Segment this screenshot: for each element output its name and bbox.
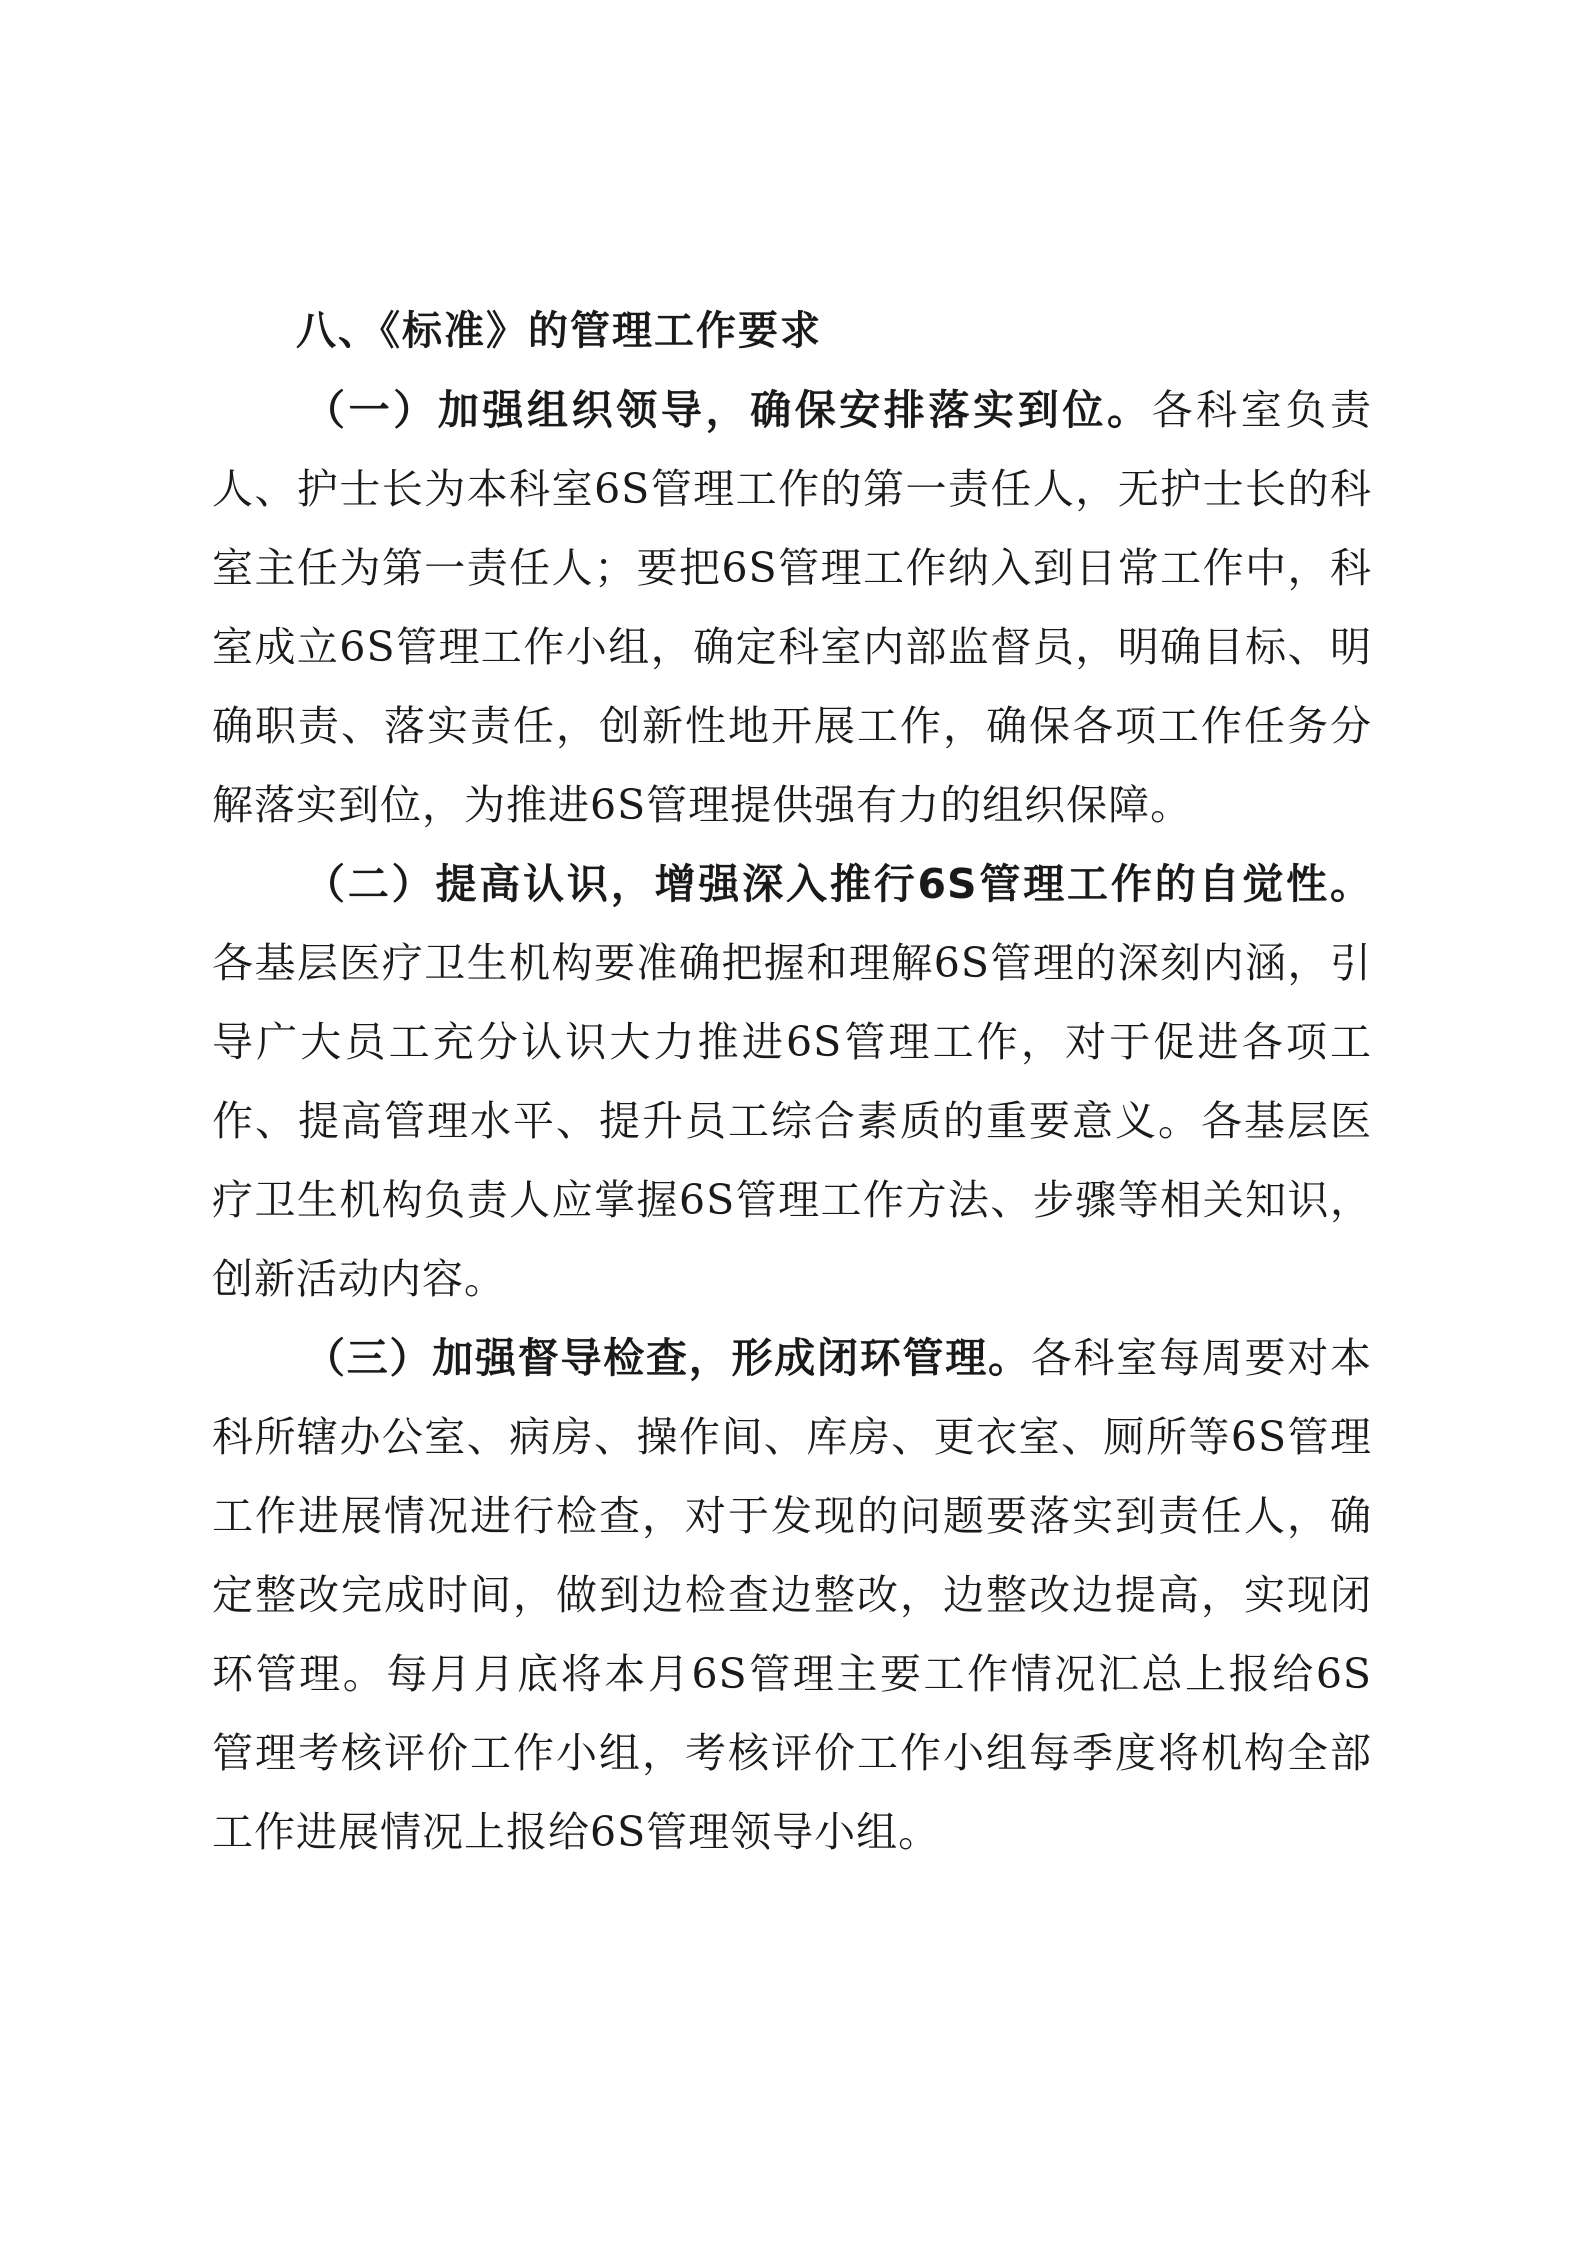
paragraph-3-body: 各科室每周要对本科所辖办公室、病房、操作间、库房、更衣室、厕所等6S管理工作进展情况进行检查，对于发现的问题要落实到责任人，确定整改完成时间，做到边检查边整改，边整改边提高，实现闭环管理。每月月底将本月6S管理主要工作情况汇总上报给6S管理考核评价工作小组，考核评价工作小组每季度将机构全部工作进展情况上报给6S管理领导小组。 [212, 1334, 1372, 1856]
paragraph-2-lead: （二）提高认识，增强深入推行6S管理工作的自觉性。 [304, 860, 1372, 908]
paragraph-1-lead: （一）加强组织领导，确保安排落实到位。 [304, 386, 1152, 434]
paragraph-1 [212, 371, 1372, 845]
paragraph-2 [212, 845, 1372, 1319]
section-heading: 八、《标准》的管理工作要求 [296, 308, 822, 354]
paragraph-1-body: 各科室负责人、护士长为本科室6S管理工作的第一责任人，无护士长的科室主任为第一责任人；要把6S管理工作纳入到日常工作中，科室成立6S管理工作小组，确定科室内部监督员，明确目标、明确职责、落实责任，创新性地开展工作，确保各项工作任务分解落实到位，为推进6S管理提供强有力的组织保障。 [212, 386, 1373, 829]
paragraph-2-body: 各基层医疗卫生机构要准确把握和理解6S管理的深刻内涵，引导广大员工充分认识大力推进6S管理工作，对于促进各项工作、提高管理水平、提升员工综合素质的重要意义。各基层医疗卫生机构负责人应掌握6S管理工作方法、步骤等相关知识，创新活动内容。 [212, 939, 1372, 1303]
paragraph-3 [212, 1319, 1372, 1872]
document-content [212, 292, 1372, 1872]
paragraph-3-lead: （三）加强督导检查，形成闭环管理。 [304, 1334, 1031, 1382]
